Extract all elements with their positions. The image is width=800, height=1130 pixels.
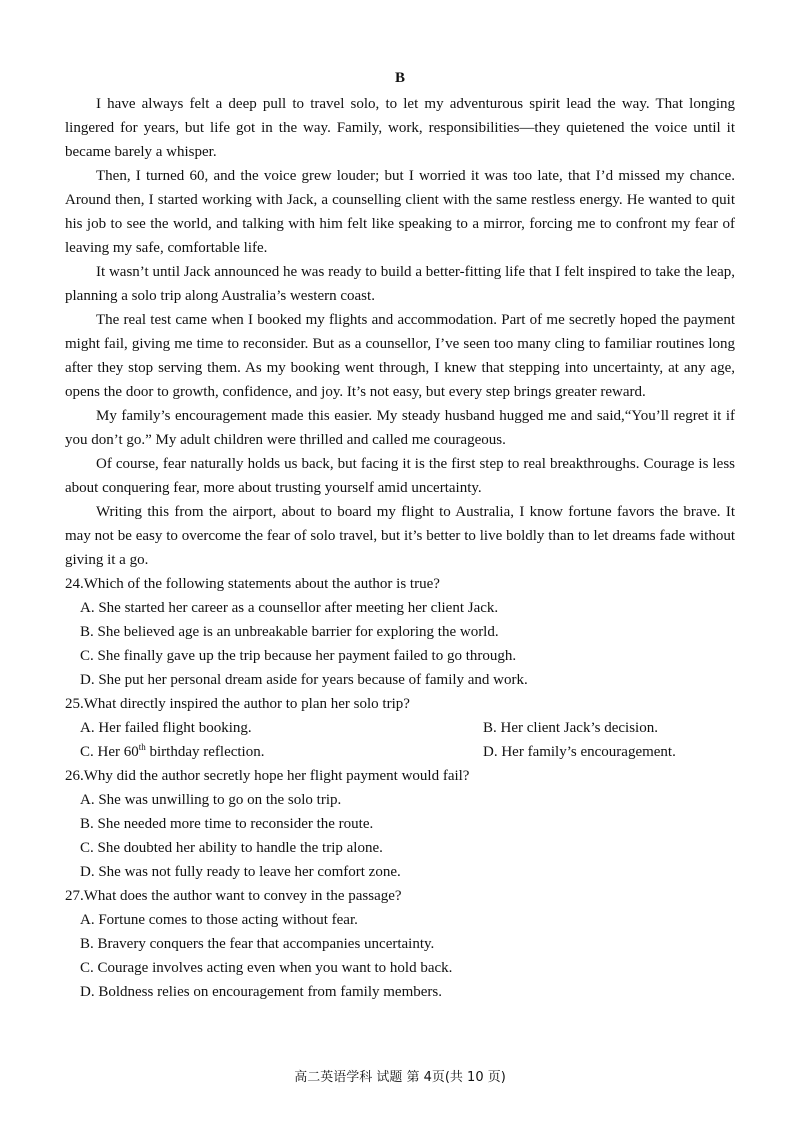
question-stem: 24.Which of the following statements about the author is true? xyxy=(65,576,440,592)
question-27 xyxy=(65,884,735,1004)
option-c-tail: birthday reflection. xyxy=(145,744,265,760)
option-row-2 xyxy=(65,740,735,764)
reading-passage xyxy=(65,92,735,572)
option-a: A. Her failed flight booking. xyxy=(80,720,252,736)
option-d: D. Boldness relies on encouragement from family members. xyxy=(80,984,442,1000)
option-d: D. She put her personal dream aside for years because of family and work. xyxy=(80,672,528,688)
option-b: B. She needed more time to reconsider the route. xyxy=(80,816,374,832)
option-a: A. She was unwilling to go on the solo trip. xyxy=(80,792,342,808)
passage-paragraph-5: My family’s encouragement made this easier. My steady husband hugged me and said,“You’ll regret it if you don’t go.” My adult children were thrilled and called me courageous. xyxy=(65,408,735,448)
option-a: A. She started her career as a counsellor after meeting her client Jack. xyxy=(80,600,499,616)
option-c-superscript: th xyxy=(138,742,146,752)
exam-page xyxy=(65,68,735,1004)
passage-paragraph-1: I have always felt a deep pull to travel solo, to let my adventurous spirit lead the way. That longing lingered for years, but life got in the way. Family, work, responsibilities—they quietened the voice until it became barely a whisper. xyxy=(65,96,735,160)
passage-paragraph-7: Writing this from the airport, about to board my flight to Australia, I know fortune favors the brave. It may not be easy to overcome the fear of solo travel, but it’s better to live boldly than to let dreams fade without giving it a go. xyxy=(65,504,735,568)
option-d: D. Her family’s encouragement. xyxy=(483,744,676,760)
question-26 xyxy=(65,764,735,884)
question-24 xyxy=(65,572,735,692)
page-footer: 高二英语学科 试题 第 4页(共 10 页) xyxy=(294,1070,506,1085)
passage-paragraph-4: The real test came when I booked my flights and accommodation. Part of me secretly hoped the payment might fail, giving me time to reconsider. But as a counsellor, I’ve seen too many cling to familiar routines long after they stop serving them. As my booking went through, I knew that stepping into uncertainty, at any age, opens the door to growth, confidence, and joy. It’s not easy, but every step brings greater reward. xyxy=(65,312,735,400)
option-row-1 xyxy=(65,716,735,740)
question-stem: 26.Why did the author secretly hope her flight payment would fail? xyxy=(65,768,470,784)
question-25 xyxy=(65,692,735,764)
section-title: B xyxy=(394,70,405,86)
option-c xyxy=(80,740,483,764)
option-d: D. She was not fully ready to leave her comfort zone. xyxy=(80,864,401,880)
option-c-main: C. Her 60 xyxy=(80,744,139,760)
option-b: B. She believed age is an unbreakable barrier for exploring the world. xyxy=(80,624,499,640)
option-c: C. Courage involves acting even when you want to hold back. xyxy=(80,960,453,976)
option-c: C. She doubted her ability to handle the trip alone. xyxy=(80,840,383,856)
passage-paragraph-3: It wasn’t until Jack announced he was ready to build a better-fitting life that I felt inspired to take the leap, planning a solo trip along Australia’s western coast. xyxy=(65,264,735,304)
option-c: C. She finally gave up the trip because her payment failed to go through. xyxy=(80,648,517,664)
question-stem: 27.What does the author want to convey in the passage? xyxy=(65,888,402,904)
passage-paragraph-2: Then, I turned 60, and the voice grew louder; but I worried it was too late, that I’d missed my chance. Around then, I started working with Jack, a counselling client with the same restless energy. He wanted to quit his job to see the world, and talking with him felt like speaking to a mirror, forcing me to confront my fear of leaving my safe, comfortable life. xyxy=(65,168,735,256)
question-stem: 25.What directly inspired the author to plan her solo trip? xyxy=(65,696,410,712)
passage-paragraph-6: Of course, fear naturally holds us back, but facing it is the first step to real breakthroughs. Courage is less about conquering fear, more about trusting yourself amid uncertainty. xyxy=(65,456,735,496)
option-a: A. Fortune comes to those acting without fear. xyxy=(80,912,358,928)
option-b: B. Her client Jack’s decision. xyxy=(483,720,658,736)
option-b: B. Bravery conquers the fear that accompanies uncertainty. xyxy=(80,936,435,952)
